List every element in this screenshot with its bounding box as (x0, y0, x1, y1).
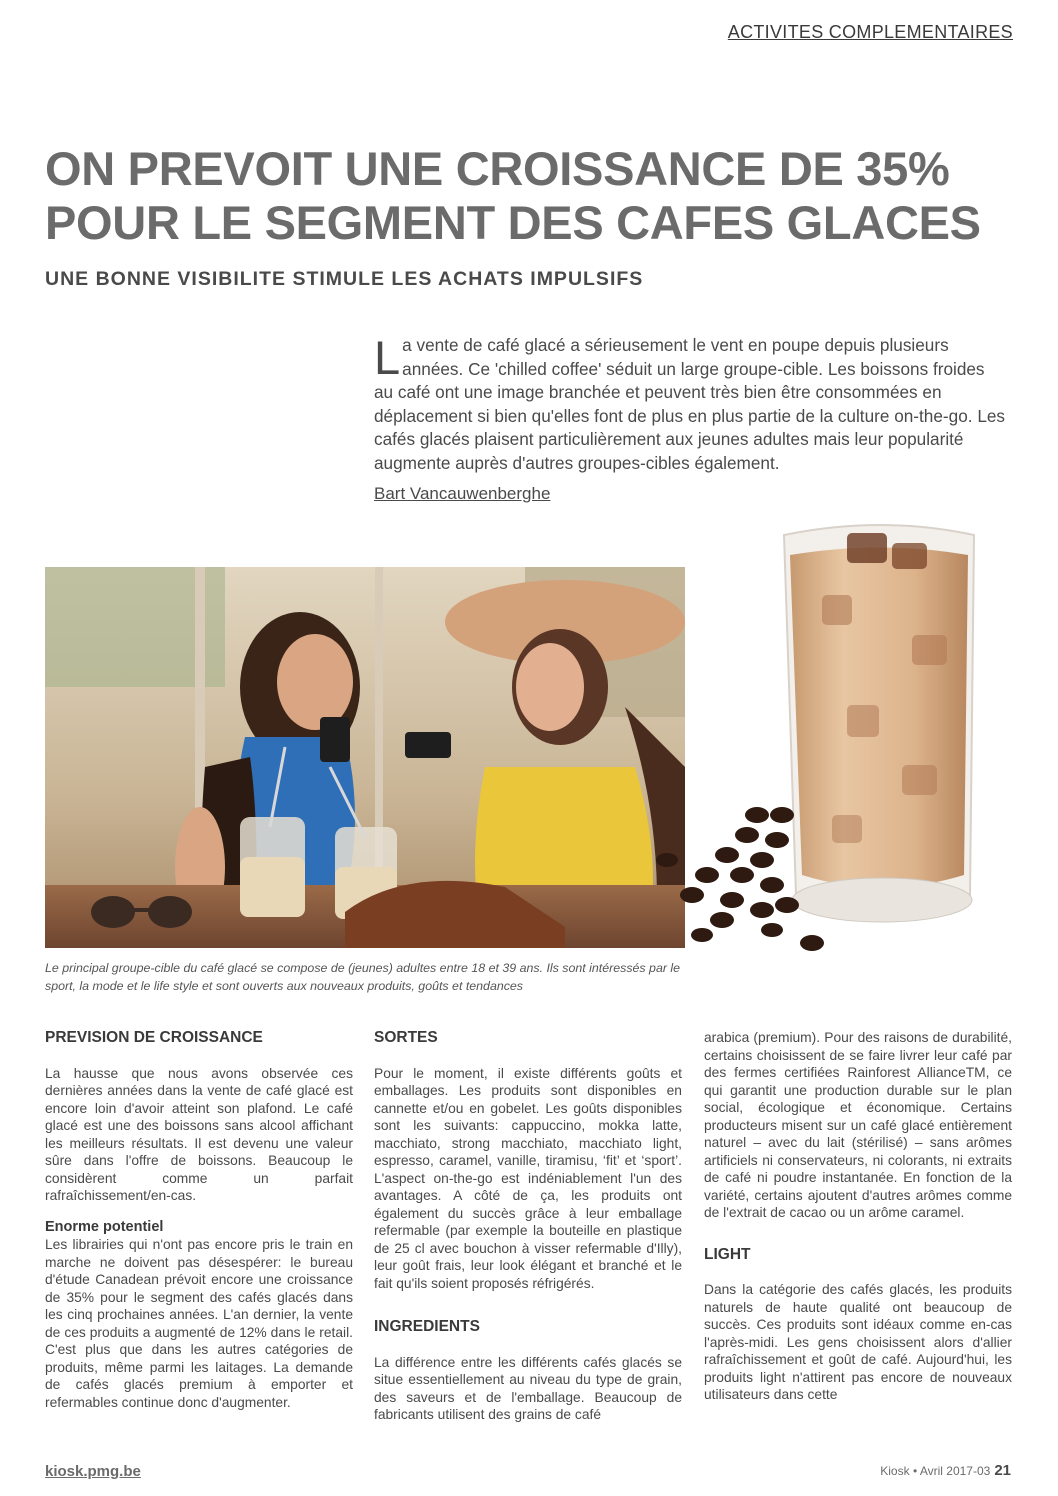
site-link[interactable]: kiosk.pmg.be (45, 1463, 141, 1480)
column-2 (374, 1029, 682, 1438)
photo-caption: Le principal groupe-cible du café glacé se compose de (jeunes) adultes entre 18 et 39 ans. Ils sont intéressés par le sport, la mode et le life style et sont ouverts aux nouveaux produits, goûts et tendances (45, 961, 681, 993)
paragraph-potentiel: Les librairies qui n'ont pas encore pris le train en marche ne doivent pas désespérer: le bureau d'étude Canadean prévoit encore une croissance de 35% pour le segment des cafés glacés dans les cinq prochaines années. L'an dernier, la vente de ces produits a augmenté de 12% dans le retail. C'est plus que dans les autres catégories de produits, même parmi les laitages. La demande de cafés glacés premium à emporter et refermables continue donc d'augmenter. (45, 1237, 353, 1410)
intro-text: a vente de café glacé a sérieusement le vent en poupe depuis plusieurs années. Ce 'chilled coffee' séduit un large groupe-cible. Les boissons froides au café ont une image branchée et peuvent très bien être consommées en déplacement si bien qu'elles font de plus en plus partie de la culture on-the-go. Les cafés glacés plaisent particulièrement aux jeunes adultes mais leur popularité augmente auprès d'autres groupes-cibles également. (374, 335, 1006, 473)
column-1 (45, 1029, 353, 1425)
paragraph-ingredients: La différence entre les différents cafés glacés se situe essentiellement au niveau du type de grain, des saveurs et de l'emballage. Beaucoup de fabricants utilisent des grains de café (374, 1354, 682, 1422)
section-tag[interactable]: ACTIVITES COMPLEMENTAIRES (727, 22, 1013, 42)
subheadline: UNE BONNE VISIBILITE STIMULE LES ACHATS IMPULSIFS (45, 268, 644, 290)
paragraph-arabica: arabica (premium). Pour des raisons de durabilité, certains choisissent de se faire livrer leur café par des fermes certifiées Rainforest AllianceTM, ce qui garantit une production durable sur le plan social, écologique et économique. Certains producteurs misent sur un café glacé entièrement naturel – avec du lait (stérilisé) – sans arômes artificiels ni conservateurs, ni colorants, ni extraits de café ni poudre instantanée. En fonction de la variété, certains ajoutent d'autres arômes comme de l'extrait de cacao ou un arôme caramel. (704, 1030, 1012, 1220)
subheading-potentiel: Enorme potentiel (45, 1218, 164, 1235)
drop-cap: L (374, 331, 401, 384)
heading-sortes: SORTES (374, 1029, 438, 1046)
iced-coffee-glass-image (632, 515, 1012, 960)
heading-prevision: PREVISION DE CROISSANCE (45, 1029, 263, 1046)
intro-paragraph (374, 331, 1006, 475)
headline (45, 142, 1015, 250)
page-number: 21 (994, 1462, 1011, 1479)
paragraph-prevision: La hausse que nous avons observée ces dernières années dans la vente de café glacé est encore loin d'avoir atteint son plafond. Le café glacé est une des boissons sans alcool affichant les meilleurs résultats. Il est devenu une valeur sûre dans l'offre de boissons. Beaucoup le considèrent comme un parfait rafraîchissement/en-cas. (45, 1065, 353, 1203)
issue-label: Kiosk • Avril 2017-03 (880, 1464, 991, 1478)
paragraph-light: Dans la catégorie des cafés glacés, les produits naturels de haute qualité ont beaucoup de succès. Ces produits sont idéaux comme en-cas l'après-midi. Les gens choisissent alors d'allier rafraîchissement et goût de café. Aujourd'hui, les produits light n'attirent pas encore de nouveaux utilisateurs dans cette (704, 1282, 1012, 1402)
author-link[interactable]: Bart Vancauwenberghe (374, 484, 551, 503)
column-3 (704, 1029, 1012, 1418)
headline-line-1: ON PREVOIT UNE CROISSANCE DE 35% (45, 142, 950, 195)
women-with-iced-coffee-photo (45, 567, 685, 948)
headline-line-2: POUR LE SEGMENT DES CAFES GLACES (45, 196, 981, 249)
heading-light: LIGHT (704, 1245, 751, 1263)
paragraph-sortes: Pour le moment, il existe différents goûts et emballages. Les produits sont disponibles en cannette et/ou en gobelet. Les goûts disponibles sont les suivants: cappuccino, mokka latte, macchiato, strong macchiato, macchiato light, espresso, caramel, vanille, tiramisu, ‘fit’ et ‘sport’. L'aspect on-the-go est indéniablement l'un des avantages. A côté de ça, les produits ont également du succès grâce à leur emballage refermable (par exemple la bouteille en plastique de 25 cl avec bouchon à visser refermable d'Illy), leur goût frais, leur look élégant et branché et le fait qu'ils soient proposés réfrigérés. (374, 1065, 682, 1291)
heading-ingredients: INGREDIENTS (374, 1318, 480, 1335)
footer-issue (880, 1462, 1011, 1479)
